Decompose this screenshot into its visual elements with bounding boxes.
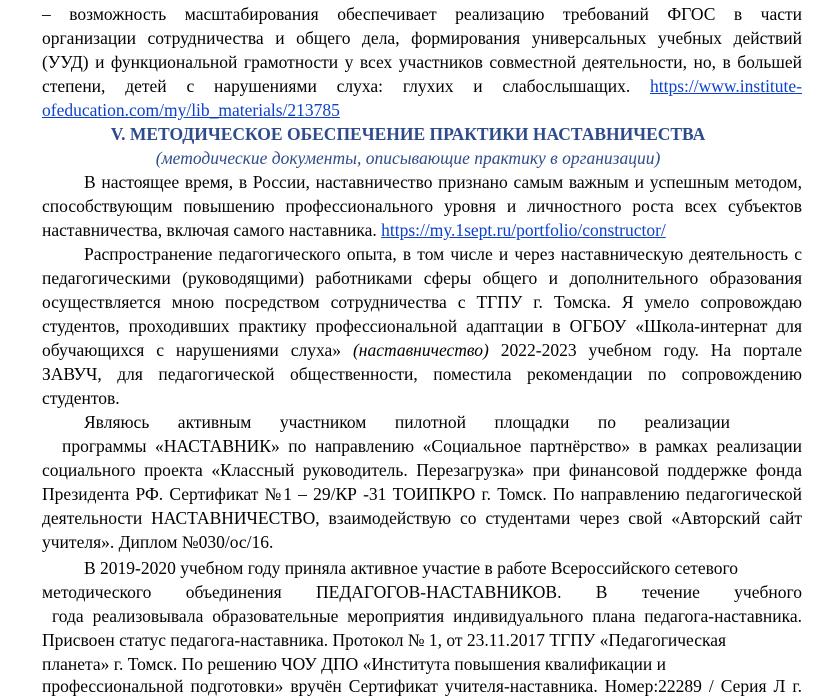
- text-line: ЗАВУЧ, для педагогической общественности, поместила рекомендации по сопровождению: [42, 364, 802, 384]
- portfolio-link[interactable]: https://my.1sept.ru/portfolio/constructor/: [381, 220, 666, 240]
- text-line: [42, 218, 802, 242]
- text-line: способствующим повышению профессионального уровня и личностного роста всех субъектов: [42, 196, 802, 216]
- text-line: В настоящее время, в России, наставничество признано самым важным и успешным методом,: [84, 172, 802, 192]
- text-line: студентов, проходивших практику профессиональной адаптации в ОГБОУ «Школа-интернат для: [42, 316, 802, 336]
- text-line: планета» г. Томск. По решению ЧОУ ДПО «Института повышения квалификации и: [42, 654, 667, 674]
- text-line: педагогическими (руководящими) работниками сферы общего и дополнительного образования: [42, 268, 802, 288]
- text-fragment: 2022-2023 учебном году. На портале: [500, 340, 803, 360]
- text-line: Являюсь активным участником пилотной площадки по реализации: [84, 412, 730, 432]
- text-line: [42, 338, 802, 362]
- text-line: (УУД) и функциональной грамотности у всех участников совместной деятельности, но, в большей: [42, 52, 802, 72]
- text-line: [42, 98, 802, 122]
- text-line: программы «НАСТАВНИК» по направлению «Социальное партнёрство» в рамках реализации: [62, 436, 802, 456]
- text-line: Присвоен статус педагога-наставника. Протокол № 1, от 23.11.2017 ТГПУ «Педагогическая: [42, 630, 727, 650]
- text-line: Президента РФ. Сертификат №1 – 29/КР -31 ТОИПКРО г. Томск. По направлению педагогической: [42, 484, 802, 504]
- text-line: профессиональной подготовки» вручён Сертификат учителя-наставника. Номер:22289 / Серия Л г.: [42, 676, 802, 696]
- text-line: В 2019-2020 учебном году приняла активное участие в работе Всероссийского сетевого: [84, 558, 739, 578]
- text-line: Распространение педагогического опыта, в том числе и через наставническую деятельность с: [84, 244, 802, 264]
- material-link-continued[interactable]: ofeducation.com/my/lib_materials/213785: [42, 100, 340, 120]
- text-line: [42, 74, 802, 98]
- text-fragment: обучающихся с нарушениями слуха»: [42, 340, 342, 360]
- text-fragment: степени, детей с нарушениями слуха: глухих и слабослышащих.: [42, 76, 631, 96]
- text-line: студентов.: [42, 388, 120, 408]
- text-line: осуществляется мною посредством сотрудничества с ТГПУ г. Томска. Я умело сопровождаю: [42, 292, 802, 312]
- text-line: учителя». Диплом №030/ос/16.: [42, 532, 274, 552]
- text-line: – возможность масштабирования обеспечивает реализацию требований ФГОС в части: [42, 4, 802, 24]
- text-line: деятельности НАСТАВНИЧЕСТВО, взаимодействую со студентами через свой «Авторский сайт: [42, 508, 802, 528]
- text-line: социального проекта «Классный руководитель. Перезагрузка» при финансовой поддержке фонда: [42, 460, 802, 480]
- section-subtitle: (методические документы, описывающие практику в организации): [155, 148, 661, 168]
- text-line: методического объединения ПЕДАГОГОВ-НАСТАВНИКОВ. В течение учебного: [42, 582, 802, 602]
- text-fragment: наставничества, включая самого наставника.: [42, 220, 377, 240]
- text-line: года реализовывала образовательные мероприятия индивидуального плана педагога-наставника.: [52, 606, 802, 626]
- section-title: V. МЕТОДИЧЕСКОЕ ОБЕСПЕЧЕНИЕ ПРАКТИКИ НАСТАВНИЧЕСТВА: [110, 124, 706, 144]
- italic-note: (наставничество): [352, 340, 489, 360]
- material-link[interactable]: https://www.institute-: [650, 76, 803, 96]
- text-line: организации сотрудничества и общего дела, формирования универсальных учебных действий: [42, 28, 802, 48]
